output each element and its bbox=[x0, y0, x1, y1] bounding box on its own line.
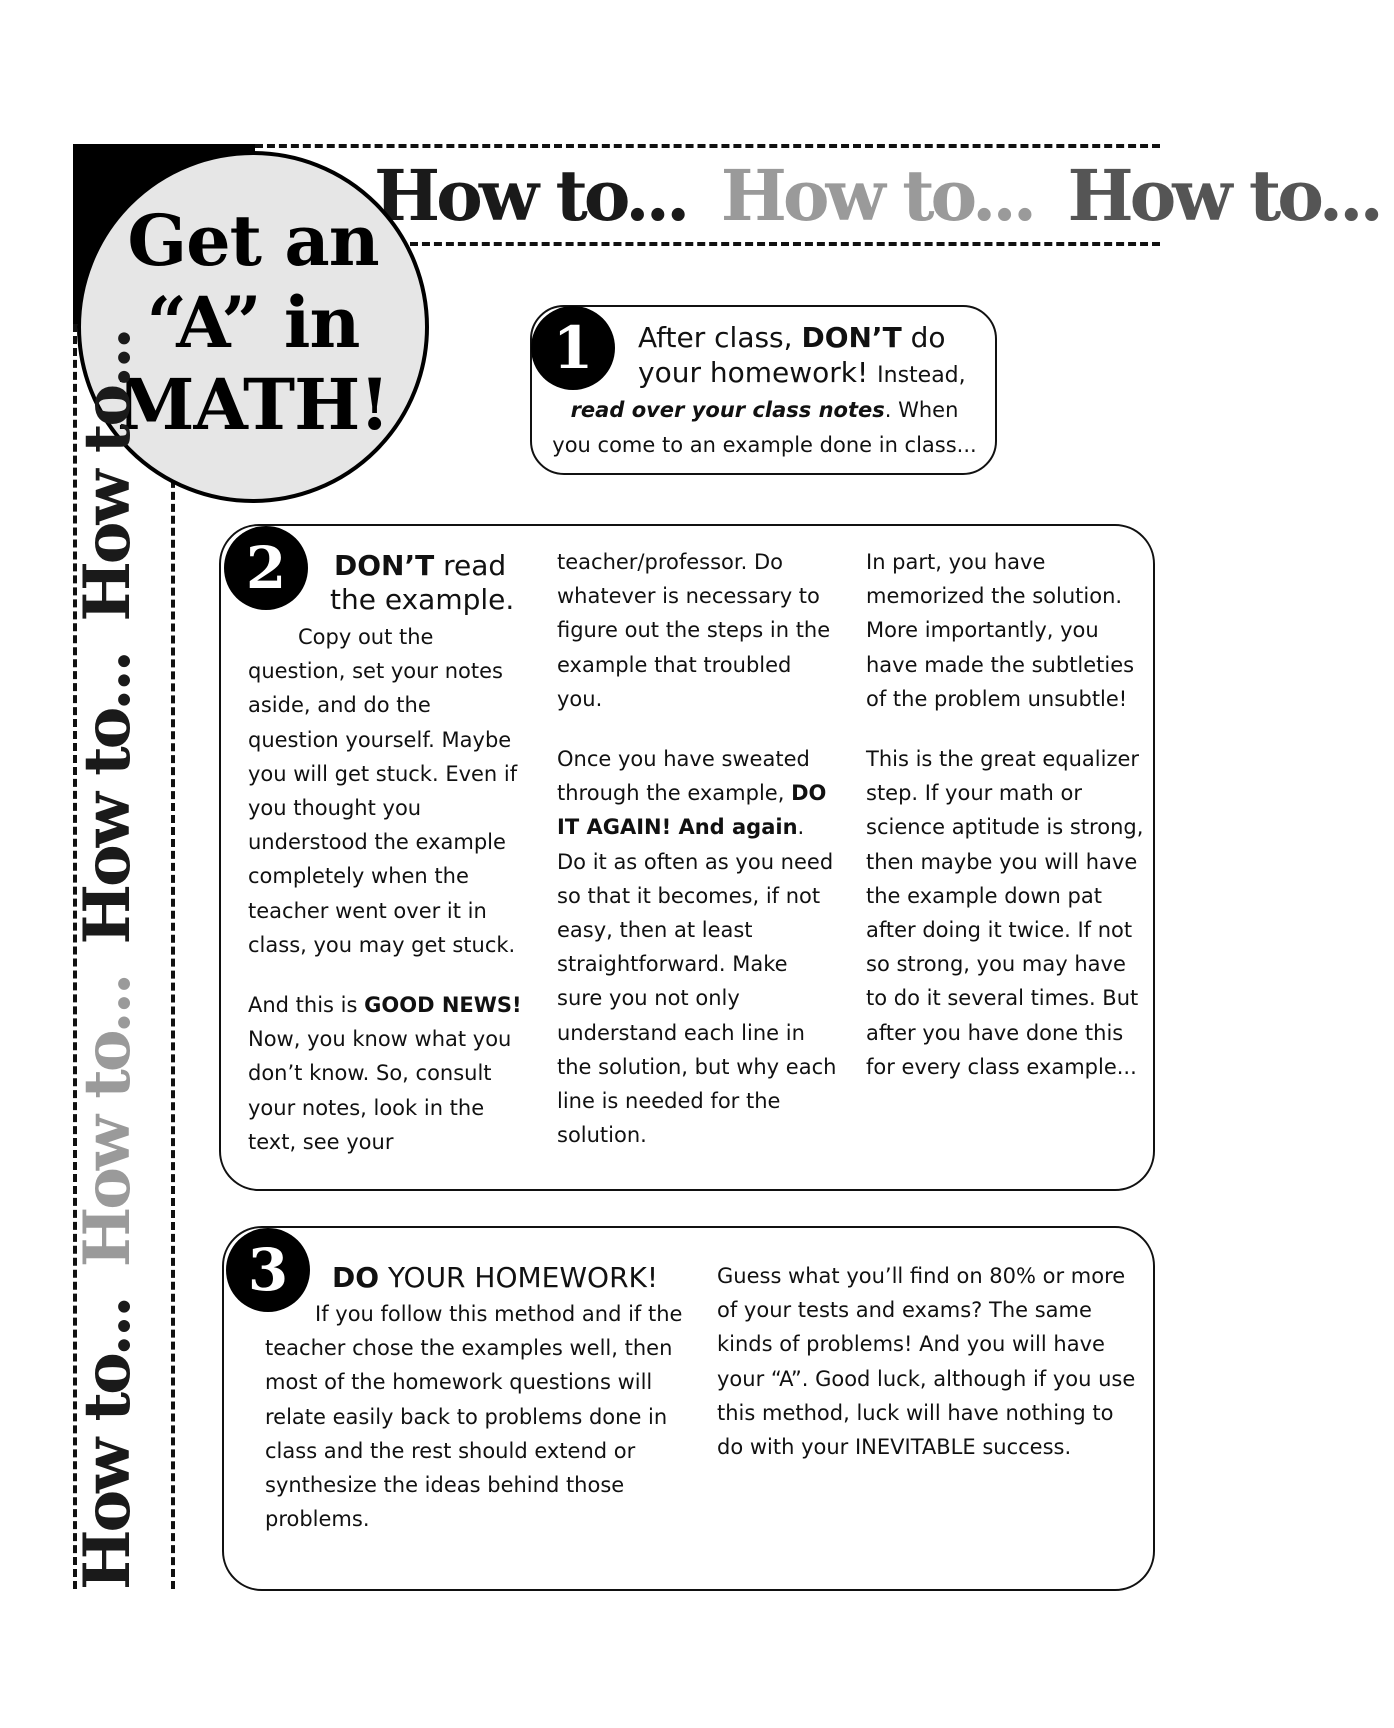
step3-column-1 bbox=[265, 1297, 685, 1562]
step2-number: 2 bbox=[245, 534, 287, 602]
step3-col2-paragraph: Guess what you’ll find on 80% or more of your tests and exams? The same kinds of problems! And you will have your “A”. Good luck, although if you use this method, luck will have nothing to do with your INEVITABLE success. bbox=[717, 1264, 1136, 1460]
step2-number-badge bbox=[224, 526, 308, 610]
step3-number: 3 bbox=[247, 1236, 289, 1304]
side-phrase-3: How to... bbox=[70, 652, 145, 945]
step2-column-3 bbox=[866, 545, 1144, 1110]
step2-col2-paragraph-2: Once you have sweated through the example, DO IT AGAIN! And again. Do it as often as you need so that it becomes, if not easy, then at least straightforward. Make sure you not only understand each line in the solution, but why each line is needed for the solution. bbox=[557, 747, 837, 1148]
step2-col1-paragraph-2: And this is GOOD NEWS! Now, you know what you don’t know. So, consult your notes, look in the text, see your bbox=[248, 993, 522, 1154]
step2-col3-paragraph-1: In part, you have memorized the solution. More importantly, you have made the subtleties of the problem unsubtle! bbox=[866, 550, 1135, 711]
banner-phrase-3: How to... bbox=[1067, 154, 1380, 237]
step2-col3-paragraph-2: This is the great equalizer step. If your math or science aptitude is strong, then maybe you will have the example down pat after doing it twice. If not so strong, you may have to do it several times. But after you have done this for every class example... bbox=[866, 747, 1144, 1079]
step1-number: 1 bbox=[552, 314, 594, 382]
step1-heading: After class, DON’T do your homework! Instead, bbox=[638, 321, 966, 389]
step1-text: read over your class notes. When you come to an example done in class... bbox=[552, 398, 977, 457]
step2-heading: DON’T read the example. bbox=[330, 549, 515, 616]
step3-col1-paragraph: If you follow this method and if the teacher chose the examples well, then most of the homework questions will relate easily back to problems done in class and the rest should extend or synthesize the ideas behind those problems. bbox=[265, 1302, 683, 1532]
step2-column-1 bbox=[248, 620, 528, 1185]
title-line-1: Get an bbox=[127, 199, 379, 282]
dashed-rule-middle bbox=[410, 242, 1160, 246]
title-line-3: MATH! bbox=[117, 363, 389, 446]
step3-heading: DO YOUR HOMEWORK! bbox=[332, 1261, 659, 1294]
step3-column-2 bbox=[717, 1259, 1137, 1490]
side-how-to-text bbox=[53, 318, 163, 1590]
how-to-banner bbox=[374, 152, 1394, 240]
banner-phrase-2: How to... bbox=[720, 154, 1034, 237]
side-phrase-2: How to... bbox=[70, 975, 145, 1268]
step2-col1-paragraph-1: Copy out the question, set your notes aside, and do the question yourself. Maybe you will get stuck. Even if you thought you understood the example completely when the teacher went over it in class, you may get stuck. bbox=[248, 625, 518, 957]
banner-phrase-1: How to... bbox=[374, 154, 687, 237]
side-phrase-4: How to... bbox=[70, 330, 145, 622]
side-phrase-1: How to... bbox=[70, 1298, 145, 1590]
step2-column-2 bbox=[557, 545, 839, 1178]
dashed-rule-right bbox=[171, 444, 175, 1589]
step1-number-badge bbox=[531, 306, 615, 390]
dashed-rule-top bbox=[255, 144, 1160, 148]
step2-col2-paragraph-1: teacher/professor. Do whatever is necessary to figure out the steps in the example that troubled you. bbox=[557, 550, 831, 711]
title-line-2: “A” in bbox=[146, 281, 360, 364]
